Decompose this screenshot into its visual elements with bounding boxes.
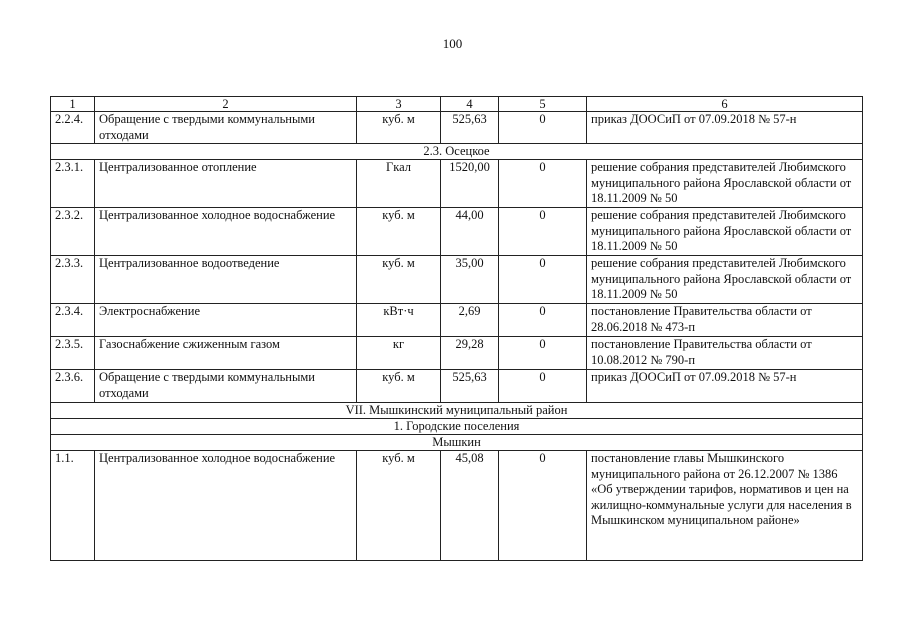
table-row bbox=[51, 160, 863, 208]
value-cell: 29,28 bbox=[441, 337, 499, 370]
signal-cell: 0 bbox=[499, 256, 587, 304]
service-name: Централизованное холодное водоснабжение bbox=[95, 451, 357, 561]
service-name: Централизованное отопление bbox=[95, 160, 357, 208]
header-cell: 2 bbox=[95, 97, 357, 112]
value-cell: 45,08 bbox=[441, 451, 499, 561]
value-cell: 525,63 bbox=[441, 112, 499, 144]
row-number: 2.2.4. bbox=[51, 112, 95, 144]
unit-cell: Гкал bbox=[357, 160, 441, 208]
header-cell: 5 bbox=[499, 97, 587, 112]
value-cell: 35,00 bbox=[441, 256, 499, 304]
unit-cell: кВт·ч bbox=[357, 304, 441, 337]
header-cell: 1 bbox=[51, 97, 95, 112]
signal-cell: 0 bbox=[499, 370, 587, 403]
header-cell: 6 bbox=[587, 97, 863, 112]
document-reference: постановление главы Мышкинского муниципального района от 26.12.2007 № 1386 «Об утверждении тарифов, нормативов и цен на жилищно-коммунальные услуги для населения в Мышкинском муниципальном районе» bbox=[587, 451, 863, 561]
section-title: 1. Городские поселения bbox=[51, 419, 863, 435]
section-title: VII. Мышкинский муниципальный район bbox=[51, 403, 863, 419]
section-row bbox=[51, 435, 863, 451]
signal-cell: 0 bbox=[499, 112, 587, 144]
row-number: 1.1. bbox=[51, 451, 95, 561]
page-number: 100 bbox=[442, 36, 463, 51]
header-cell: 4 bbox=[441, 97, 499, 112]
service-name: Централизованное холодное водоснабжение bbox=[95, 208, 357, 256]
document-reference: решение собрания представителей Любимского муниципального района Ярославской области от 18.11.2009 № 50 bbox=[587, 160, 863, 208]
signal-cell: 0 bbox=[499, 160, 587, 208]
table-row bbox=[51, 208, 863, 256]
row-number: 2.3.2. bbox=[51, 208, 95, 256]
document-reference: постановление Правительства области от 28.06.2018 № 473-п bbox=[587, 304, 863, 337]
row-number: 2.3.6. bbox=[51, 370, 95, 403]
value-cell: 1520,00 bbox=[441, 160, 499, 208]
signal-cell: 0 bbox=[499, 304, 587, 337]
unit-cell: куб. м bbox=[357, 208, 441, 256]
section-row bbox=[51, 144, 863, 160]
document-reference: приказ ДООСиП от 07.09.2018 № 57-н bbox=[587, 112, 863, 144]
service-name: Обращение с твердыми коммунальными отходами bbox=[95, 112, 357, 144]
section-row bbox=[51, 403, 863, 419]
table-row bbox=[51, 112, 863, 144]
row-number: 2.3.1. bbox=[51, 160, 95, 208]
service-name: Электроснабжение bbox=[95, 304, 357, 337]
value-cell: 525,63 bbox=[441, 370, 499, 403]
table-row bbox=[51, 304, 863, 337]
row-number: 2.3.3. bbox=[51, 256, 95, 304]
unit-cell: кг bbox=[357, 337, 441, 370]
value-cell: 44,00 bbox=[441, 208, 499, 256]
document-reference: постановление Правительства области от 10.08.2012 № 790-п bbox=[587, 337, 863, 370]
value-cell: 2,69 bbox=[441, 304, 499, 337]
signal-cell: 0 bbox=[499, 337, 587, 370]
service-name: Газоснабжение сжиженным газом bbox=[95, 337, 357, 370]
service-name: Обращение с твердыми коммунальными отходами bbox=[95, 370, 357, 403]
document-reference: приказ ДООСиП от 07.09.2018 № 57-н bbox=[587, 370, 863, 403]
signal-cell: 0 bbox=[499, 208, 587, 256]
header-cell: 3 bbox=[357, 97, 441, 112]
table-row bbox=[51, 370, 863, 403]
row-number: 2.3.4. bbox=[51, 304, 95, 337]
section-title: 2.3. Осецкое bbox=[51, 144, 863, 160]
tariff-table bbox=[50, 96, 863, 561]
section-row bbox=[51, 419, 863, 435]
row-number: 2.3.5. bbox=[51, 337, 95, 370]
table-header-row bbox=[51, 97, 863, 112]
unit-cell: куб. м bbox=[357, 112, 441, 144]
document-reference: решение собрания представителей Любимского муниципального района Ярославской области от 18.11.2009 № 50 bbox=[587, 208, 863, 256]
unit-cell: куб. м bbox=[357, 256, 441, 304]
table-row bbox=[51, 256, 863, 304]
table-row bbox=[51, 451, 863, 561]
service-name: Централизованное водоотведение bbox=[95, 256, 357, 304]
unit-cell: куб. м bbox=[357, 370, 441, 403]
unit-cell: куб. м bbox=[357, 451, 441, 561]
table-row bbox=[51, 337, 863, 370]
document-reference: решение собрания представителей Любимского муниципального района Ярославской области от 18.11.2009 № 50 bbox=[587, 256, 863, 304]
section-title: Мышкин bbox=[51, 435, 863, 451]
signal-cell: 0 bbox=[499, 451, 587, 561]
